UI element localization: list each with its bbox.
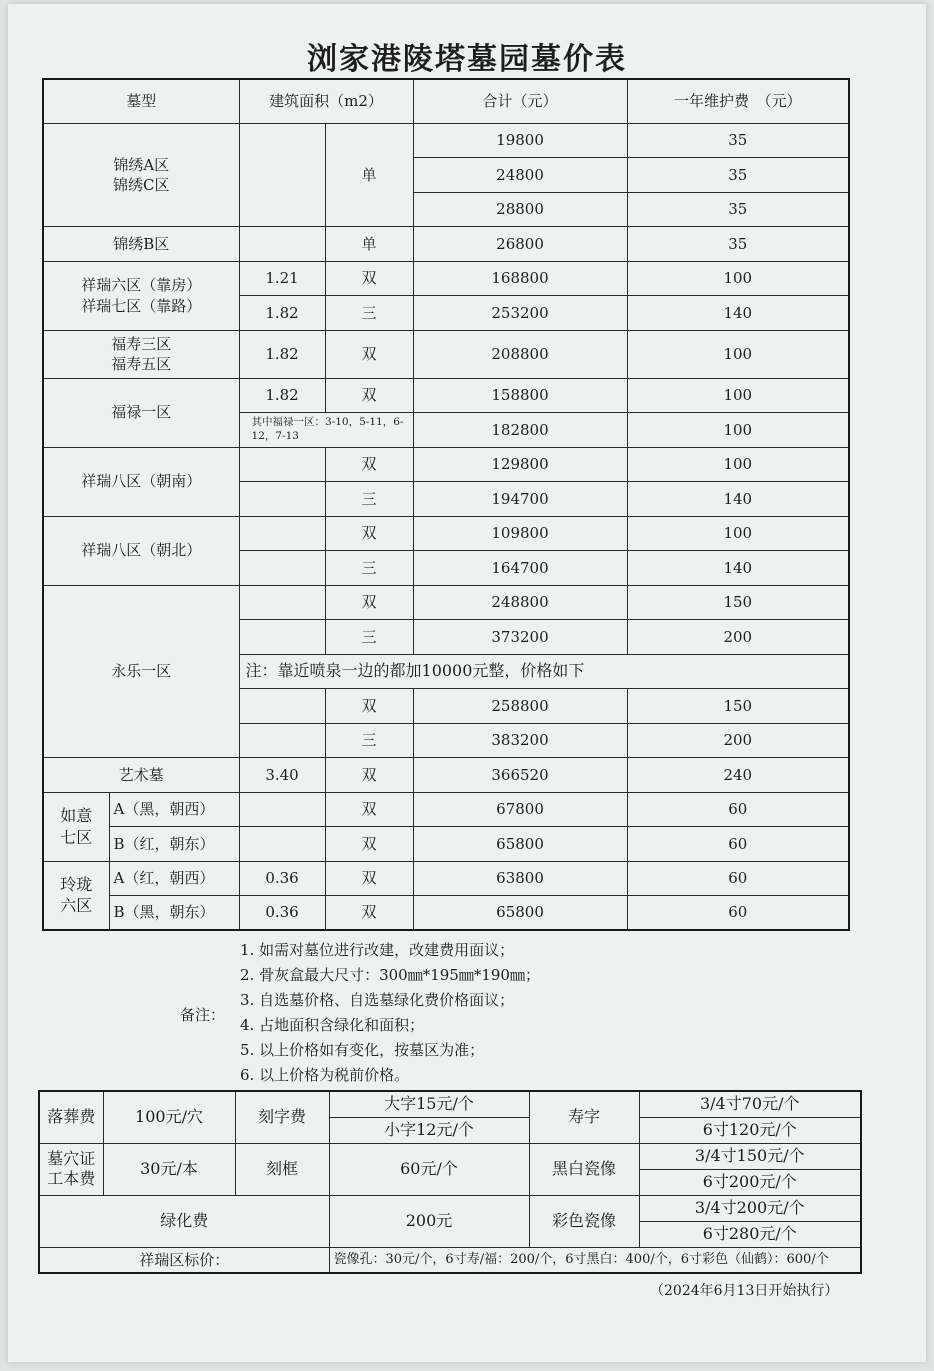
green-fee-label: 绿化费 (39, 1195, 329, 1247)
cert-fee-value: 30元/本 (103, 1143, 235, 1195)
kind-cell: 双 (325, 861, 413, 896)
area-cell (239, 689, 325, 724)
zone-sub: A（黑，朝西） (109, 792, 239, 827)
table-row (43, 123, 849, 158)
maint-cell: 200 (627, 620, 849, 655)
kind-cell: 双 (325, 792, 413, 827)
price-cell: 208800 (413, 330, 627, 378)
fountain-note: 注：靠近喷泉一边的都加10000元整，价格如下 (239, 654, 849, 689)
effective-date: （2024年6月13日开始执行） (650, 1283, 839, 1299)
header-area: 建筑面积（m2） (239, 79, 413, 123)
kind-cell: 双 (325, 378, 413, 413)
frame-fee-label: 刻框 (235, 1143, 329, 1195)
kind-cell: 三 (325, 620, 413, 655)
kind-cell: 双 (325, 261, 413, 296)
header-type: 墓型 (43, 79, 239, 123)
area-cell (239, 447, 325, 482)
area-cell: 1.21 (239, 261, 325, 296)
remark-item: 1. 如需对墓位进行改建，改建费用面议； (240, 941, 515, 959)
zone-name: 锦绣B区 (43, 227, 239, 262)
table-row (43, 447, 849, 482)
remark-item: 6. 以上价格为税前价格。 (240, 1066, 410, 1084)
kind-cell: 三 (325, 296, 413, 331)
engrave-small-value: 小字12元/个 (329, 1117, 529, 1143)
price-cell: 63800 (413, 861, 627, 896)
kind-cell: 双 (325, 447, 413, 482)
area-cell: 1.82 (239, 296, 325, 331)
maint-cell: 60 (627, 792, 849, 827)
maint-cell: 100 (627, 413, 849, 448)
fee-row (39, 1091, 861, 1117)
price-cell: 253200 (413, 296, 627, 331)
price-cell: 67800 (413, 792, 627, 827)
zone-sub: B（黑，朝东） (109, 896, 239, 931)
remarks-label: 备注： (180, 1006, 226, 1024)
burial-fee-label: 落葬费 (39, 1091, 103, 1143)
price-cell: 19800 (413, 123, 627, 158)
kind-cell: 三 (325, 723, 413, 758)
price-cell: 366520 (413, 758, 627, 793)
table-row (43, 261, 849, 296)
table-row (43, 227, 849, 262)
remark-item: 2. 骨灰盒最大尺寸：300㎜*195㎜*190㎜； (240, 966, 540, 984)
maint-cell: 35 (627, 192, 849, 227)
table-row (43, 792, 849, 827)
price-cell: 24800 (413, 158, 627, 193)
area-cell (239, 123, 325, 227)
kind-cell: 双 (325, 516, 413, 551)
kind-cell: 双 (325, 585, 413, 620)
area-cell (239, 723, 325, 758)
maint-cell: 35 (627, 227, 849, 262)
remark-item: 3. 自选墓价格、自选墓绿化费价格面议； (240, 991, 515, 1009)
zone-sub: B（红，朝东） (109, 827, 239, 862)
price-cell: 65800 (413, 827, 627, 862)
shou-value-2: 6寸120元/个 (639, 1117, 861, 1143)
zone-name: 祥瑞八区（朝南） (43, 447, 239, 516)
area-cell (239, 551, 325, 586)
table-row (43, 585, 849, 620)
kind-cell: 单 (325, 123, 413, 227)
kind-cell: 双 (325, 330, 413, 378)
table-row (43, 758, 849, 793)
maint-cell: 100 (627, 516, 849, 551)
maint-cell: 100 (627, 330, 849, 378)
kind-cell: 双 (325, 689, 413, 724)
price-cell: 129800 (413, 447, 627, 482)
color-portrait-value-2: 6寸280元/个 (639, 1221, 861, 1247)
price-cell: 383200 (413, 723, 627, 758)
area-cell (239, 516, 325, 551)
green-fee-value: 200元 (329, 1195, 529, 1247)
maint-cell: 240 (627, 758, 849, 793)
zone-sub: A（红，朝西） (109, 861, 239, 896)
price-cell: 194700 (413, 482, 627, 517)
bw-portrait-value-2: 6寸200元/个 (639, 1169, 861, 1195)
maint-cell: 35 (627, 158, 849, 193)
area-cell (239, 620, 325, 655)
page-title: 浏家港陵塔墓园墓价表 (307, 42, 627, 77)
maint-cell: 100 (627, 378, 849, 413)
area-cell (239, 792, 325, 827)
price-cell: 182800 (413, 413, 627, 448)
fees-table (38, 1090, 862, 1274)
price-cell: 65800 (413, 896, 627, 931)
area-cell: 1.82 (239, 330, 325, 378)
price-table (42, 78, 850, 931)
maint-cell: 100 (627, 261, 849, 296)
price-cell: 258800 (413, 689, 627, 724)
frame-fee-value: 60元/个 (329, 1143, 529, 1195)
kind-cell: 三 (325, 551, 413, 586)
bw-portrait-value-1: 3/4寸150元/个 (639, 1143, 861, 1169)
bw-portrait-label: 黑白瓷像 (529, 1143, 639, 1195)
table-row (43, 896, 849, 931)
maint-cell: 200 (627, 723, 849, 758)
price-cell: 109800 (413, 516, 627, 551)
area-cell (239, 585, 325, 620)
maint-cell: 150 (627, 585, 849, 620)
table-row (43, 330, 849, 378)
area-cell (239, 227, 325, 262)
cert-fee-label: 墓穴证 工本费 (39, 1143, 103, 1195)
fee-row (39, 1247, 861, 1273)
maint-cell: 60 (627, 827, 849, 862)
price-cell: 168800 (413, 261, 627, 296)
zone-group: 如意 七区 (43, 792, 109, 861)
zone-name: 祥瑞六区（靠房） 祥瑞七区（靠路） (43, 261, 239, 330)
area-cell (239, 482, 325, 517)
price-cell: 373200 (413, 620, 627, 655)
price-cell: 28800 (413, 192, 627, 227)
zone-name: 锦绣A区 锦绣C区 (43, 123, 239, 227)
price-cell: 26800 (413, 227, 627, 262)
maint-cell: 60 (627, 896, 849, 931)
burial-fee-value: 100元/穴 (103, 1091, 235, 1143)
zone-note: 其中福禄一区：3-10，5-11，6-12，7-13 (239, 413, 413, 448)
kind-cell: 单 (325, 227, 413, 262)
maint-cell: 140 (627, 551, 849, 586)
table-row (43, 861, 849, 896)
shou-value-1: 3/4寸70元/个 (639, 1091, 861, 1117)
color-portrait-label: 彩色瓷像 (529, 1195, 639, 1247)
zone-name: 祥瑞八区（朝北） (43, 516, 239, 585)
remark-item: 5. 以上价格如有变化，按墓区为准； (240, 1041, 485, 1059)
zone-name: 福寿三区 福寿五区 (43, 330, 239, 378)
zone-name: 艺术墓 (43, 758, 239, 793)
shou-label: 寿字 (529, 1091, 639, 1143)
zone-group: 玲珑 六区 (43, 861, 109, 930)
area-cell: 3.40 (239, 758, 325, 793)
header-maint: 一年维护费 （元） (627, 79, 849, 123)
table-row (43, 827, 849, 862)
kind-cell: 双 (325, 827, 413, 862)
price-cell: 158800 (413, 378, 627, 413)
remark-item: 4. 占地面积含绿化和面积； (240, 1016, 425, 1034)
area-cell (239, 827, 325, 862)
table-row (43, 378, 849, 413)
kind-cell: 三 (325, 482, 413, 517)
zone-name: 永乐一区 (43, 585, 239, 758)
header-total: 合计（元） (413, 79, 627, 123)
area-cell: 0.36 (239, 896, 325, 931)
xiangrui-price-value: 瓷像孔：30元/个，6寸寿/福：200/个，6寸黑白：400/个，6寸彩色（仙鹤）：600/个 (329, 1247, 861, 1273)
xiangrui-price-label: 祥瑞区标价： (39, 1247, 329, 1273)
maint-cell: 140 (627, 296, 849, 331)
area-cell: 1.82 (239, 378, 325, 413)
remarks-list (240, 938, 540, 1088)
maint-cell: 100 (627, 447, 849, 482)
price-cell: 248800 (413, 585, 627, 620)
color-portrait-value-1: 3/4寸200元/个 (639, 1195, 861, 1221)
engrave-big-value: 大字15元/个 (329, 1091, 529, 1117)
engrave-fee-label: 刻字费 (235, 1091, 329, 1143)
maint-cell: 140 (627, 482, 849, 517)
area-cell: 0.36 (239, 861, 325, 896)
kind-cell: 双 (325, 896, 413, 931)
table-row (43, 516, 849, 551)
fee-row (39, 1143, 861, 1169)
fee-row (39, 1195, 861, 1221)
maint-cell: 35 (627, 123, 849, 158)
table-header-row (43, 79, 849, 123)
zone-name: 福禄一区 (43, 378, 239, 447)
price-cell: 164700 (413, 551, 627, 586)
maint-cell: 150 (627, 689, 849, 724)
kind-cell: 双 (325, 758, 413, 793)
maint-cell: 60 (627, 861, 849, 896)
